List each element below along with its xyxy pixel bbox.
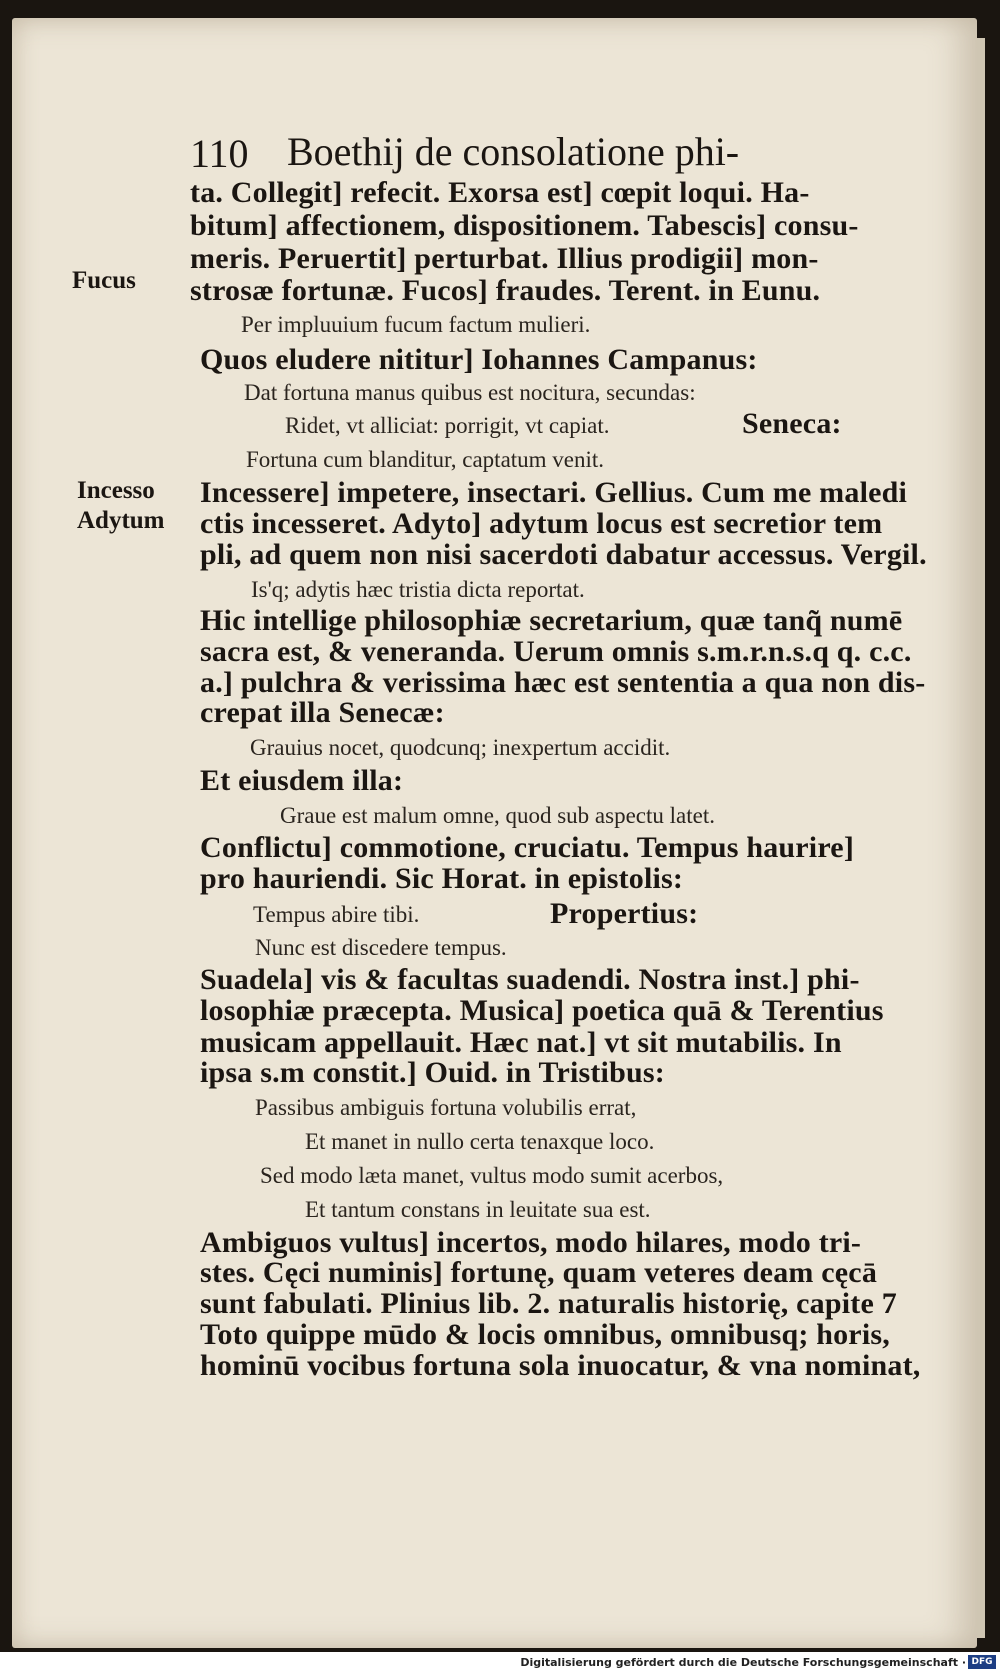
verse-line: Sed modo læta manet, vultus modo sumit acerbos, <box>260 1163 724 1188</box>
page-number: 110 <box>190 131 249 176</box>
text-line: Quos eludere nititur] Iohannes Campanus: <box>200 343 758 376</box>
dfg-logo: DFG <box>968 1655 996 1669</box>
verse-line: Nunc est discedere tempus. <box>255 935 507 960</box>
margin-note-incesso: Incesso <box>77 477 155 504</box>
text-line: ta. Collegit] refecit. Exorsa est] cœpit loqui. Ha- <box>190 176 810 209</box>
verse-line: Et tantum constans in leuitate sua est. <box>305 1197 651 1222</box>
text-line: Hic intellige philosophiæ secretarium, quæ tanq̃ numē <box>200 604 903 637</box>
text-line: pro hauriendi. Sic Horat. in epistolis: <box>200 862 684 895</box>
page-edge <box>977 38 985 1638</box>
verse-line: Dat fortuna manus quibus est nocitura, secundas: <box>244 380 696 405</box>
text-line: ctis incesseret. Adyto] adytum locus est secretior tem <box>200 507 883 540</box>
author-name: Seneca: <box>742 407 842 440</box>
text-line: hominū vocibus fortuna sola inuocatur, & vna nominat, <box>200 1349 921 1382</box>
text-line: meris. Peruertit] perturbat. Illius prodigii] mon- <box>190 242 819 275</box>
verse-line: Grauius nocet, quodcunq; inexpertum accidit. <box>250 735 671 760</box>
funding-credit: Digitalisierung gefördert durch die Deutsche Forschungsgemeinschaft · <box>520 1656 966 1669</box>
text-line: Toto quippe mūdo & locis omnibus, omnibusq; horis, <box>200 1318 890 1351</box>
text-line: musicam appellauit. Hæc nat.] vt sit mutabilis. In <box>200 1026 842 1059</box>
verse-line: Passibus ambiguis fortuna volubilis errat, <box>255 1095 637 1120</box>
verse-line: Et manet in nullo certa tenaxque loco. <box>305 1129 655 1154</box>
text-line: pli, ad quem non nisi sacerdoti dabatur accessus. Vergil. <box>200 538 927 571</box>
running-title: Boethij de consolatione phi- <box>287 129 740 174</box>
author-name: Propertius: <box>550 897 699 930</box>
verse-line: Per impluuium fucum factum mulieri. <box>241 312 591 337</box>
text-line: Suadela] vis & facultas suadendi. Nostra inst.] phi- <box>200 963 860 996</box>
margin-note-adytum: Adytum <box>77 507 165 534</box>
text-line: Incessere] impetere, insectari. Gellius. Cum me maledi <box>200 476 908 509</box>
text-line: ipsa s.m constit.] Ouid. in Tristibus: <box>200 1056 665 1089</box>
margin-note-fucus: Fucus <box>72 267 136 294</box>
text-line: sacra est, & veneranda. Uerum omnis s.m.r.n.s.q q. c.c. <box>200 635 912 668</box>
verse-line: Tempus abire tibi. <box>253 902 420 927</box>
book-page <box>12 18 977 1648</box>
verse-line: Graue est malum omne, quod sub aspectu latet. <box>280 803 715 828</box>
verse-line: Fortuna cum blanditur, captatum venit. <box>246 447 605 472</box>
verse-line: Ridet, vt alliciat: porrigit, vt capiat. <box>285 413 610 438</box>
text-line: crepat illa Senecæ: <box>200 696 445 729</box>
text-line: stes. Cęci numinis] fortunę, quam veteres deam cęcā <box>200 1256 878 1289</box>
text-line: bitum] affectionem, dispositionem. Tabescis] consu- <box>190 209 859 242</box>
text-line: strosæ fortunæ. Fucos] fraudes. Terent. in Eunu. <box>190 274 821 307</box>
verse-line: Is'q; adytis hæc tristia dicta reportat. <box>251 577 585 602</box>
text-line: Et eiusdem illa: <box>200 764 404 797</box>
text-line: sunt fabulati. Plinius lib. 2. naturalis historię, capite 7 <box>200 1287 897 1320</box>
footer-bar <box>0 1652 1000 1673</box>
text-line: a.] pulchra & verissima hæc est sententia a qua non dis- <box>200 666 926 699</box>
text-line: Conflictu] commotione, cruciatu. Tempus haurire] <box>200 831 855 864</box>
text-line: Ambiguos vultus] incertos, modo hilares, modo tri- <box>200 1226 862 1259</box>
text-line: losophiæ præcepta. Musica] poetica quā & Terentius <box>200 994 884 1027</box>
